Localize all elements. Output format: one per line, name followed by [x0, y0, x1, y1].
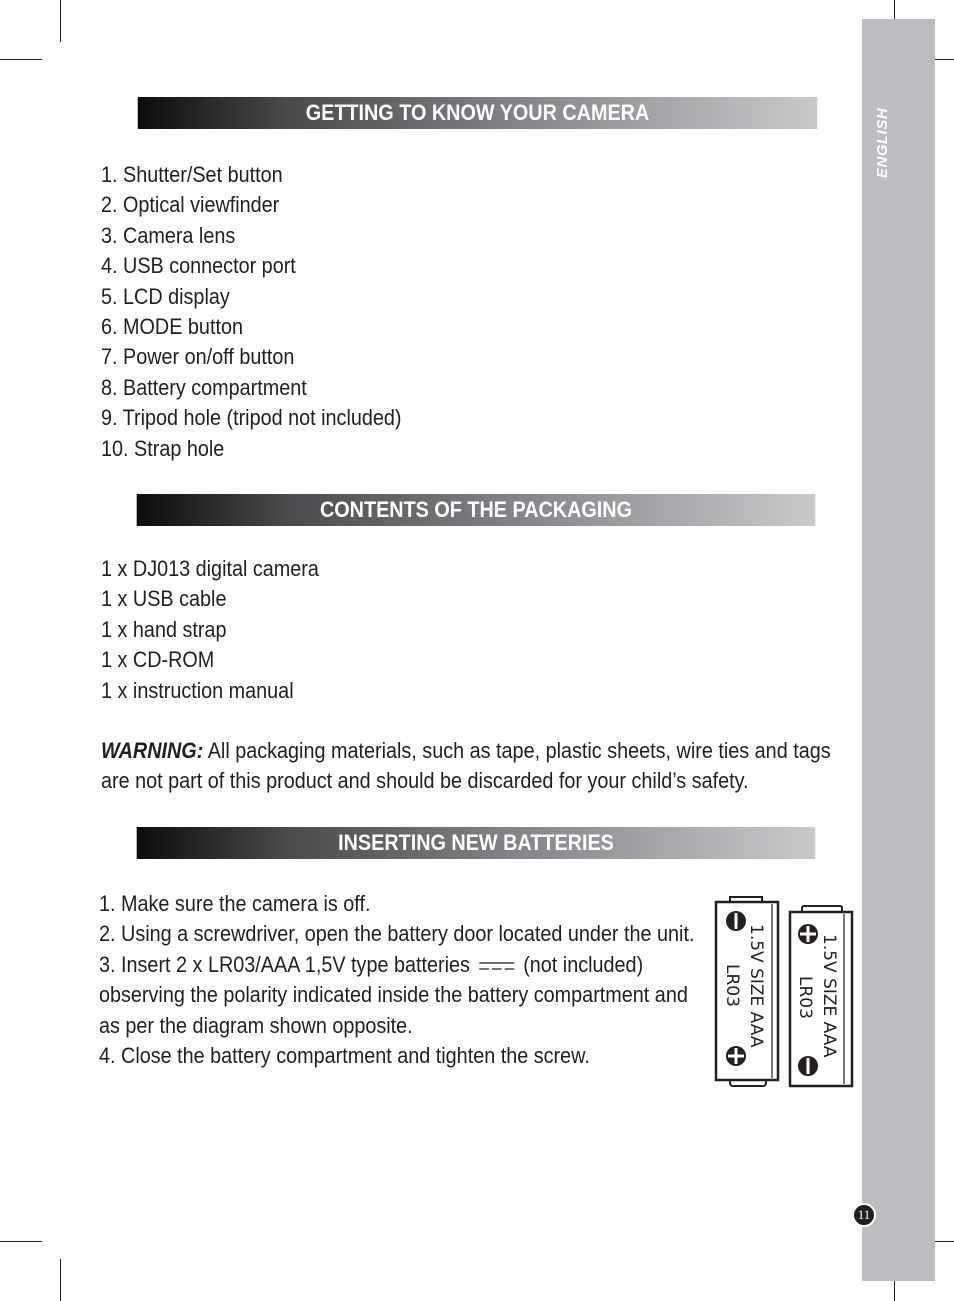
- list-item: 1 x DJ013 digital camera: [101, 556, 319, 581]
- section-title: INSERTING NEW BATTERIES: [338, 830, 614, 855]
- instruction-step: 2. Using a screwdriver, open the battery door located under the unit.: [99, 921, 695, 947]
- battery-label: LR03: [722, 964, 742, 1007]
- battery-label: LR03: [795, 976, 815, 1019]
- section-header-batteries: [137, 827, 816, 859]
- crop-mark: [60, 1259, 61, 1301]
- battery-label: 1.5V SIZE AAA: [746, 924, 766, 1048]
- instruction-step: 4. Close the battery compartment and tighten the screw.: [99, 1043, 590, 1069]
- instruction-step: observing the polarity indicated inside the battery compartment and: [99, 982, 688, 1008]
- battery-2: [790, 906, 852, 1086]
- list-item: 6. MODE button: [101, 313, 243, 339]
- list-item: 2. Optical viewfinder: [101, 192, 280, 218]
- instruction-step: as per the diagram shown opposite.: [99, 1012, 413, 1038]
- list-item: 10. Strap hole: [101, 435, 225, 461]
- list-item: 1 x instruction manual: [101, 677, 294, 703]
- packaging-list: [101, 554, 319, 706]
- dc-current-icon: [479, 960, 514, 972]
- crop-mark: [0, 59, 42, 60]
- battery-label: 1.5V SIZE AAA: [819, 934, 839, 1058]
- page-number: 11: [852, 1203, 876, 1227]
- crop-mark: [0, 1241, 42, 1242]
- minus-icon: [726, 911, 746, 931]
- list-item: 9. Tripod hole (tripod not included): [101, 405, 402, 431]
- plus-icon: [798, 924, 818, 944]
- list-item: 5. LCD display: [101, 283, 230, 309]
- list-item: 1. Shutter/Set button: [101, 162, 283, 187]
- language-strip: [862, 19, 935, 1281]
- warning-label: WARNING:: [101, 738, 204, 763]
- warning-text: All packaging materials, such as tape, plastic sheets, wire ties and tags: [203, 738, 831, 763]
- section-title: GETTING TO KNOW YOUR CAMERA: [305, 100, 650, 125]
- instruction-step: (not included): [523, 951, 644, 977]
- section-title: CONTENTS OF THE PACKAGING: [319, 497, 633, 522]
- crop-mark: [60, 0, 61, 42]
- battery-diagram: [710, 896, 856, 1092]
- list-item: 7. Power on/off button: [101, 344, 295, 370]
- warning-paragraph: [101, 736, 831, 797]
- list-item: 4. USB connector port: [101, 253, 296, 279]
- warning-text: are not part of this product and should be discarded for your child’s safety.: [101, 768, 749, 794]
- instruction-step: 1. Make sure the camera is off.: [99, 891, 371, 916]
- camera-parts-list: [101, 160, 401, 464]
- list-item: 1 x CD-ROM: [101, 647, 215, 673]
- language-label: ENGLISH: [874, 107, 891, 178]
- list-item: 1 x USB cable: [101, 586, 227, 612]
- section-header-know-camera: [138, 97, 818, 129]
- minus-icon: [798, 1056, 818, 1076]
- list-item: 8. Battery compartment: [101, 374, 307, 400]
- battery-instructions: [99, 889, 694, 1071]
- instruction-step: 3. Insert 2 x LR03/AAA 1,5V type batteries: [99, 951, 470, 977]
- battery-1: [716, 897, 778, 1086]
- list-item: 1 x hand strap: [101, 616, 227, 642]
- plus-icon: [726, 1046, 746, 1066]
- section-header-packaging: [137, 494, 816, 526]
- list-item: 3. Camera lens: [101, 222, 236, 248]
